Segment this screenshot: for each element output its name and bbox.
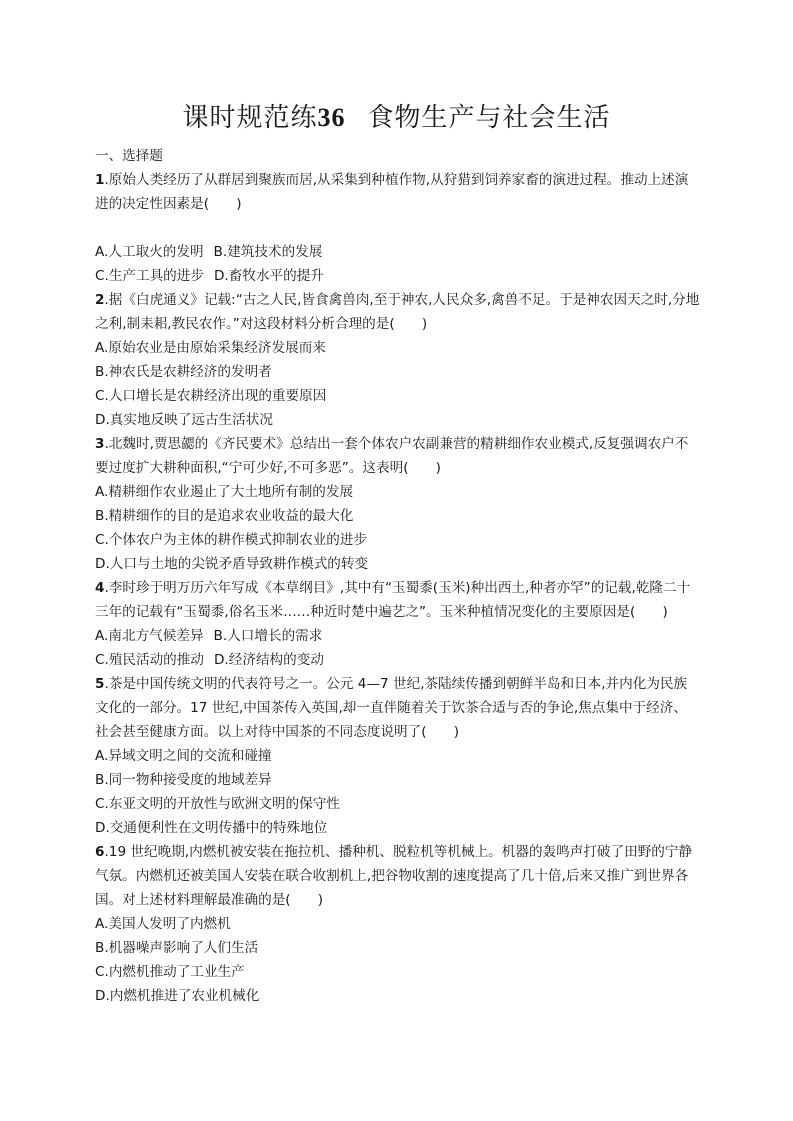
option-c[interactable]: C.人口增长是农耕经济出现的重要原因 <box>95 388 327 404</box>
option-d[interactable]: D.人口与土地的尖锐矛盾导致耕作模式的转变 <box>95 556 369 572</box>
question-1 <box>95 168 700 216</box>
question-number: 2 <box>95 292 105 308</box>
option-row <box>95 648 700 672</box>
question-number: 6 <box>95 844 105 860</box>
option-a[interactable]: A.精耕细作农业遏止了大土地所有制的发展 <box>95 484 354 500</box>
option-b[interactable]: B.人口增长的需求 <box>213 628 323 644</box>
option-c[interactable]: C.内燃机推动了工业生产 <box>95 964 245 980</box>
question-number: 4 <box>95 580 105 596</box>
question-4 <box>95 576 700 624</box>
option-d[interactable]: D.畜牧水平的提升 <box>213 268 324 284</box>
option-c[interactable]: C.生产工具的进步 <box>95 268 204 284</box>
option-b[interactable]: B.建筑技术的发展 <box>213 244 323 260</box>
question-list <box>95 144 700 1008</box>
page-title <box>0 100 793 136</box>
title-text: 课时规范练 <box>182 103 318 133</box>
question-3 <box>95 432 700 480</box>
option-c[interactable]: C.东亚文明的开放性与欧洲文明的保守性 <box>95 796 340 812</box>
option-b[interactable]: B.精耕细作的目的是追求农业收益的最大化 <box>95 508 354 524</box>
option-row <box>95 624 700 648</box>
option-d[interactable]: D.交通便利性在文明传播中的特殊地位 <box>95 820 328 836</box>
question-stem: .茶是中国传统文明的代表符号之一。公元 4—7 世纪,茶陆续传播到朝鲜半岛和日本,并内化为民族文化的一部分。17 世纪,中国茶传入英国,却一直伴随着关于饮茶合适与否的争论,焦点集中于经济、社会甚至健康方面。以上对待中国茶的不同态度说明了( ) <box>95 676 688 740</box>
question-6 <box>95 840 700 912</box>
title-subtitle: 食物生产与社会生活 <box>367 103 611 133</box>
question-stem: .北魏时,贾思勰的《齐民要术》总结出一套个体农户农副兼营的精耕细作农业模式,反复强调农户不要过度扩大耕种面积,“宁可少好,不可多恶”。这表明( ) <box>95 436 689 476</box>
question-2 <box>95 288 700 336</box>
question-stem: .19 世纪晚期,内燃机被安装在拖拉机、播种机、脱粒机等机械上。机器的轰鸣声打破了田野的宁静气氛。内燃机还被美国人安装在联合收割机上,把谷物收割的速度提高了几十倍,后来又推广到世界各国。对上述材料理解最准确的是( ) <box>95 844 693 908</box>
option-a[interactable]: A.原始农业是由原始采集经济发展而来 <box>95 340 326 356</box>
option-a[interactable]: A.南北方气候差异 <box>95 628 204 644</box>
option-b[interactable]: B.同一物种接受度的地域差异 <box>95 772 272 788</box>
option-row <box>95 264 700 288</box>
option-c[interactable]: C.殖民活动的推动 <box>95 652 204 668</box>
option-b[interactable]: B.神农氏是农耕经济的发明者 <box>95 364 272 380</box>
option-d[interactable]: D.真实地反映了远古生活状况 <box>95 412 273 428</box>
option-a[interactable]: A.异域文明之间的交流和碰撞 <box>95 748 272 764</box>
option-a[interactable]: A.人工取火的发明 <box>95 244 204 260</box>
option-row <box>95 240 700 264</box>
section-heading: 一、选择题 <box>95 148 163 164</box>
option-c[interactable]: C.个体农户为主体的耕作模式抑制农业的进步 <box>95 532 368 548</box>
question-stem: .原始人类经历了从群居到聚族而居,从采集到种植作物,从狩猎到饲养家畜的演进过程。推动上述演进的决定性因素是( ) <box>95 172 689 212</box>
option-b[interactable]: B.机器噪声影响了人们生活 <box>95 940 259 956</box>
title-number: 36 <box>317 103 346 132</box>
question-stem: .李时珍于明万历六年写成《本草纲目》,其中有“玉蜀黍(玉米)种出西土,种者亦罕”的记载,乾隆二十三年的记载有“玉蜀黍,俗名玉米……种近时楚中遍艺之”。玉米种植情况变化的主要原因是( ) <box>95 580 691 620</box>
question-number: 5 <box>95 676 105 692</box>
question-number: 1 <box>95 172 105 188</box>
option-a[interactable]: A.美国人发明了内燃机 <box>95 916 231 932</box>
option-d[interactable]: D.经济结构的变动 <box>213 652 324 668</box>
question-number: 3 <box>95 436 105 452</box>
option-d[interactable]: D.内燃机推进了农业机械化 <box>95 988 260 1004</box>
question-5 <box>95 672 700 744</box>
question-stem: .据《白虎通义》记载:“古之人民,皆食禽兽肉,至于神农,人民众多,禽兽不足。于是神农因天之时,分地之利,制耒耜,教民农作。”对这段材料分析合理的是( ) <box>95 292 700 332</box>
